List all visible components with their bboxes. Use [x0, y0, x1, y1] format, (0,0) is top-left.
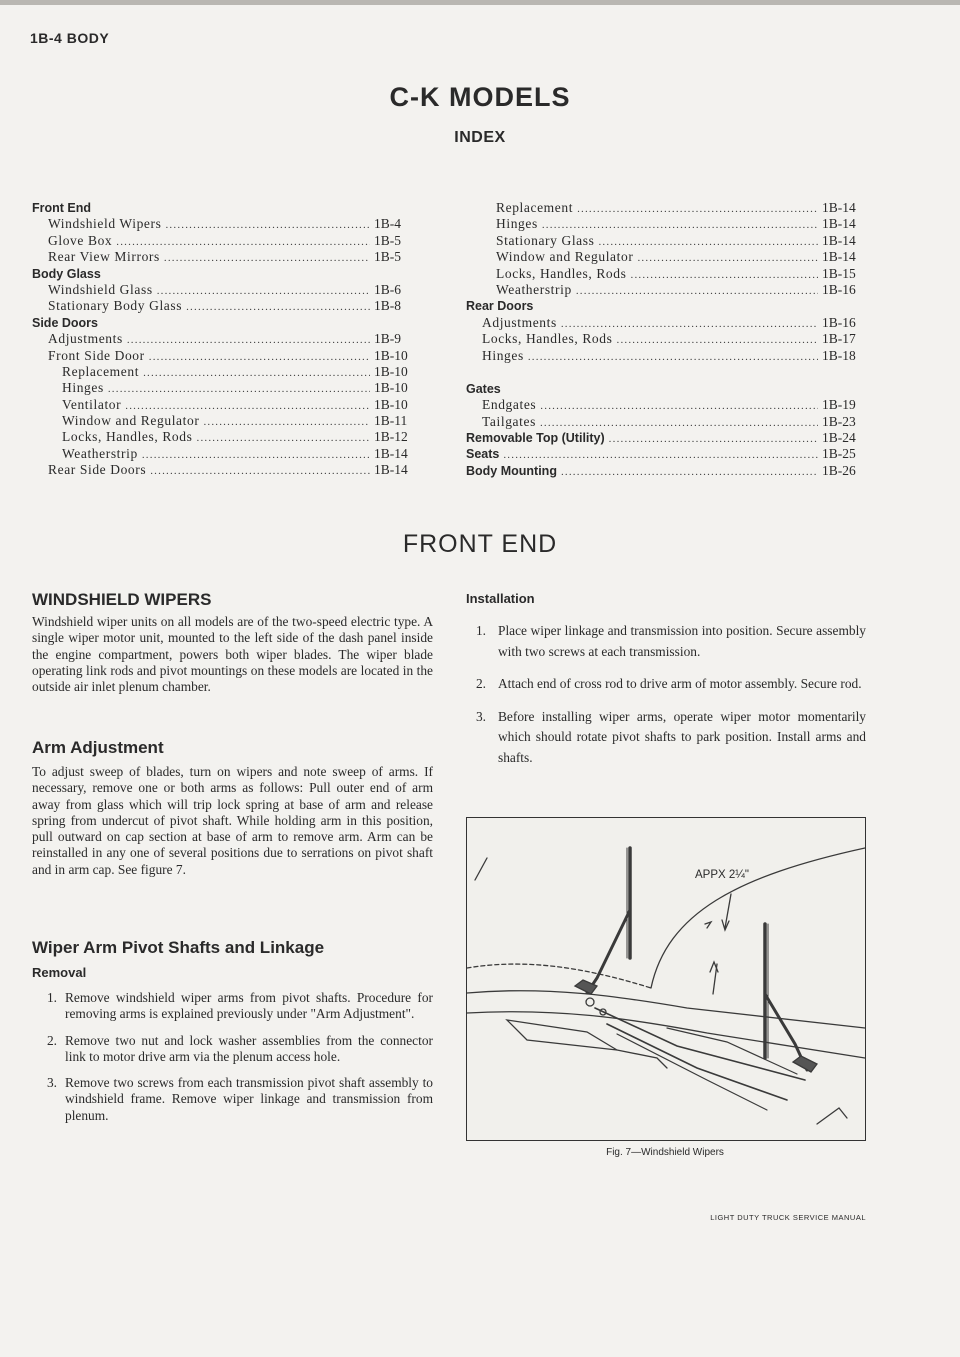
index-entry-page: 1B-8 [374, 298, 401, 314]
index-entry-page: 1B-6 [374, 281, 401, 297]
index-leader-dots [142, 447, 370, 463]
index-entry-page: 1B-10 [374, 396, 408, 412]
index-entry-label: Front Side Door [48, 347, 145, 363]
index-entry-label: Weatherstrip [62, 445, 138, 461]
index-leader-dots [598, 234, 818, 250]
running-header: 1B-4 BODY [30, 30, 110, 46]
step-number: 2. [46, 1032, 57, 1048]
wiper-illustration [467, 818, 865, 1140]
index-leader-dots [528, 349, 818, 365]
index-entry [466, 348, 866, 364]
index-entry-page: 1B-12 [374, 429, 408, 445]
index-entry-label: Hinges [482, 347, 524, 363]
removal-steps [32, 990, 433, 1124]
index-entry-page: 1B-17 [822, 331, 856, 347]
index-entry-label: Endgates [482, 397, 537, 413]
index-entry [466, 282, 866, 298]
index-entry [466, 315, 866, 331]
removal-heading: Removal [32, 965, 87, 980]
index-entry [32, 266, 418, 282]
index-leader-dots [125, 398, 370, 414]
index-entry-label: Seats [466, 447, 500, 462]
index-entry [466, 249, 866, 265]
section-title: FRONT END [402, 530, 558, 558]
pivot-shafts-heading: Wiper Arm Pivot Shafts and Linkage [32, 938, 325, 957]
index-leader-dots [164, 250, 370, 266]
step-text: Remove windshield wiper arms from pivot shafts. Procedure for removing arms is explained previously under "Arm Adjustment". [65, 990, 433, 1022]
installation-step [466, 621, 866, 662]
index-entry-label: Front End [32, 201, 92, 215]
index-entry-label: Gates [466, 381, 501, 396]
index-entry-label: Glove Box [48, 232, 113, 248]
index-entry-page: 1B-14 [374, 445, 408, 461]
index-leader-dots [150, 463, 370, 479]
index-entry [32, 429, 418, 445]
arm-adjustment-text: To adjust sweep of blades, turn on wipers and note sweep of arms. If necessary, remove one or both arms as follows: Pull outer end of arm away from glass which will trip lock spring at base of arm and release spring from undercut of pivot shaft. While holding arm in this position, pull outward on cap section at base of arm to remove arm. Arm can be reinstalled in any one of several positions due to serrations on pivot shaft and in arm cap. See figure 7. [32, 764, 433, 877]
index-entry-page: 1B-26 [822, 462, 856, 478]
index-entry-label: Hinges [62, 380, 104, 396]
windshield-wipers-figure [466, 817, 866, 1141]
index-leader-dots [561, 464, 818, 480]
index-entry-label: Weatherstrip [496, 281, 572, 297]
index-leader-dots [577, 201, 818, 217]
index-entry-page: 1B-10 [374, 347, 408, 363]
index-entry [466, 266, 866, 282]
index-leader-dots [116, 234, 370, 250]
index-entry-label: Stationary Glass [496, 232, 595, 248]
arm-adjustment-heading: Arm Adjustment [32, 738, 164, 757]
index-entry [466, 414, 866, 430]
index-entry-page: 1B-10 [374, 380, 408, 396]
index-entry-page: 1B-23 [822, 413, 856, 429]
index-leader-dots [637, 250, 818, 266]
index-entry-page: 1B-5 [374, 249, 401, 265]
index-leader-dots [186, 299, 370, 315]
index-entry-label: Rear Doors [466, 299, 534, 314]
index-leader-dots [503, 447, 818, 463]
windshield-wipers-text: Windshield wiper units on all models are of the two-speed electric type. A single wiper motor unit, mounted to the left side of the dash panel inside the engine compartment, powers both wiper blades. The wiper blade operating link rods and pivot mountings on these models are located in the outside air inlet plenum chamber. [32, 614, 433, 695]
index-entry-label: Stationary Body Glass [48, 298, 183, 314]
installation-steps [466, 621, 866, 768]
index-entry-label: Replacement [496, 200, 574, 215]
index-entry-page: 1B-14 [822, 232, 856, 248]
index-entry [32, 331, 418, 347]
index-entry-page: 1B-11 [374, 413, 408, 429]
index-entry [32, 233, 418, 249]
index-entry [32, 446, 418, 462]
index-entry-page: 1B-14 [374, 462, 408, 478]
index-entry-label: Side Doors [32, 315, 98, 330]
index-entry-label: Removable Top (Utility) [466, 431, 605, 446]
index-entry [32, 348, 418, 364]
index-entry [466, 463, 866, 479]
index-entry [32, 298, 418, 314]
removal-step [32, 990, 433, 1023]
index-leader-dots [165, 217, 370, 233]
index-entry [466, 200, 866, 216]
removal-step [32, 1033, 433, 1066]
index-entry [466, 331, 866, 347]
index-entry-label: Adjustments [482, 314, 557, 330]
index-entry [32, 364, 418, 380]
index-left-column [32, 200, 418, 479]
step-number: 1. [46, 990, 57, 1005]
index-entry [32, 249, 418, 265]
installation-step [466, 674, 866, 695]
index-entry-label: Ventilator [62, 396, 122, 412]
index-leader-dots [540, 398, 818, 414]
step-number: 3. [46, 1075, 57, 1091]
index-entry-page: 1B-16 [822, 281, 856, 297]
index-entry-label: Hinges [496, 216, 538, 232]
index-leader-dots [127, 332, 370, 348]
index-entry [466, 298, 866, 314]
index-entry-page: 1B-15 [822, 265, 856, 281]
index-leader-dots [197, 430, 371, 446]
index-entry-label: Windshield Wipers [48, 216, 162, 232]
index-entry [32, 380, 418, 396]
index-entry-label: Windshield Glass [48, 281, 153, 297]
index-leader-dots [203, 414, 370, 430]
index-entry [466, 446, 866, 462]
index-entry-page: 1B-14 [822, 249, 856, 265]
index-entry-label: Replacement [62, 363, 140, 379]
index-entry-label: Window and Regulator [496, 249, 634, 265]
removal-step [32, 1075, 433, 1124]
index-leader-dots [542, 217, 818, 233]
figure-dimension-label: APPX 2¼" [695, 869, 749, 881]
index-right-column [466, 200, 866, 479]
index-entry-page: 1B-24 [822, 430, 856, 446]
step-number: 1. [475, 623, 486, 638]
index-entry-page: 1B-25 [822, 446, 856, 462]
step-text: Attach end of cross rod to drive arm of motor assembly. Secure rod. [498, 676, 862, 691]
index-leader-dots [576, 283, 818, 299]
index-entry-label: Adjustments [48, 331, 123, 347]
index-leader-dots [108, 381, 370, 397]
step-number: 3. [475, 708, 486, 724]
index-entry-page: 1B-14 [822, 200, 856, 215]
step-text: Before installing wiper arms, operate wiper motor momentarily which should rotate pivot shafts to park position. Install arms and shafts. [498, 708, 866, 765]
index-entry [32, 413, 418, 429]
index-entry-page: 1B-4 [374, 216, 401, 232]
index-leader-dots [609, 431, 818, 447]
page-title: C-K MODELS [389, 82, 571, 112]
index-entry [466, 430, 866, 446]
index-entry [466, 381, 866, 397]
step-number: 2. [475, 676, 486, 691]
figure-caption: Fig. 7—Windshield Wipers [606, 1147, 724, 1158]
index-leader-dots [149, 349, 370, 365]
index-entry [466, 216, 866, 232]
index-entry-label: Window and Regulator [62, 413, 200, 429]
index-entry-page: 1B-16 [822, 314, 856, 330]
index-entry-page: 1B-5 [374, 232, 401, 248]
step-text: Remove two nut and lock washer assemblies from the connector link to motor drive arm via the plenum access hole. [65, 1032, 433, 1064]
index-entry [32, 216, 418, 232]
windshield-wipers-heading: WINDSHIELD WIPERS [32, 590, 212, 609]
index-leader-dots [157, 283, 370, 299]
index-entry-label: Locks, Handles, Rods [62, 429, 193, 445]
index-entry [32, 315, 418, 331]
index-entry-label: Body Glass [32, 266, 101, 281]
step-text: Place wiper linkage and transmission into position. Secure assembly with two screws at each transmission. [498, 623, 866, 659]
step-text: Remove two screws from each transmission pivot shaft assembly to windshield frame. Remove wiper linkage and transmission from plenum. [65, 1075, 433, 1123]
page-footer: LIGHT DUTY TRUCK SERVICE MANUAL [710, 1213, 866, 1222]
index-entry-label: Rear View Mirrors [48, 249, 160, 265]
index-leader-dots [143, 365, 370, 381]
index-entry-page: 1B-10 [374, 363, 408, 379]
installation-heading: Installation [466, 591, 535, 606]
top-rule [0, 0, 960, 5]
index-entry-label: Tailgates [482, 413, 536, 429]
index-entry-page: 1B-9 [374, 331, 401, 347]
index-entry [32, 397, 418, 413]
index-leader-dots [617, 332, 819, 348]
index-leader-dots [561, 316, 818, 332]
index-title: INDEX [454, 129, 506, 146]
index-entry-label: Locks, Handles, Rods [482, 331, 613, 347]
index-entry-page: 1B-19 [822, 397, 856, 413]
index-entry-label: Locks, Handles, Rods [496, 265, 627, 281]
installation-step [466, 707, 866, 769]
index-entry [466, 397, 866, 413]
index-entry-page: 1B-18 [822, 347, 856, 363]
index-entry [32, 462, 418, 478]
index-entry [32, 282, 418, 298]
index-entry-label: Rear Side Doors [48, 462, 147, 478]
index-leader-dots [540, 415, 818, 431]
index-entry [32, 200, 418, 216]
index-entry-page: 1B-14 [822, 216, 856, 232]
index-leader-dots [631, 267, 819, 283]
index-entry-label: Body Mounting [466, 463, 557, 478]
index-entry [466, 233, 866, 249]
